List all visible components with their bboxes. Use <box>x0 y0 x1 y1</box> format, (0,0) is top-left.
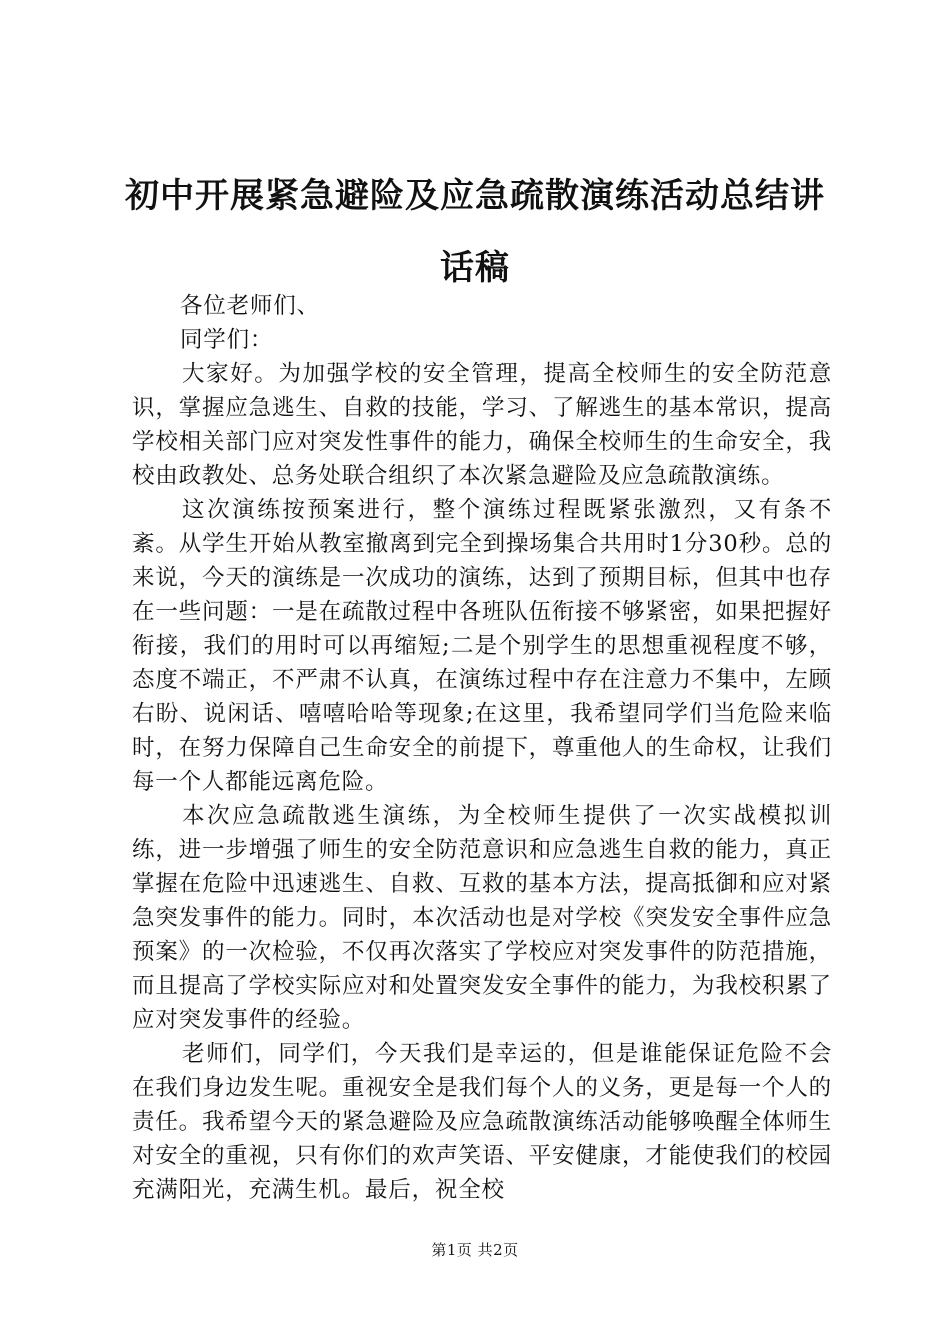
salutation-line <box>132 323 832 357</box>
paragraph-drill-review: 这次演练按预案进行，整个演练过程既紧张激烈，又有条不紊。从学生开始从教室撤离到完全到操场集合共用时1分30秒。总的来说，今天的演练是一次成功的演练，达到了预期目标，但其中也存在一些问题：一是在疏散过程中各班队伍衔接不够紧密，如果把握好衔接，我们的用时可以再缩短;二是个别学生的思想重视程度不够，态度不端正，不严肃不认真，在演练过程中存在注意力不集中，左顾右盼、说闲话、嘻嘻哈哈等现象;在这里，我希望同学们当危险来临时，在努力保障自己生命安全的前提下，尊重他人的生命权，让我们每一个人都能远离危险。 <box>132 497 832 795</box>
salutation-students: 同学们： <box>180 327 274 353</box>
page-number-footer: 第1页 共2页 <box>431 1241 519 1259</box>
document-title: 初中开展紧急避险及应急疏散演练活动总结讲话稿 <box>125 176 825 288</box>
paragraph-closing: 老师们，同学们，今天我们是幸运的，但是谁能保证危险不会在我们身边发生呢。重视安全是我们每个人的义务，更是每一个人的责任。我希望今天的紧急避险及应急疏散演练活动能够唤醒全体师生对安全的重视，只有你们的欢声笑语、平安健康，才能使我们的校园充满阳光，充满生机。最后，祝全校 <box>132 1041 832 1203</box>
paragraph-greeting: 大家好。为加强学校的安全管理，提高全校师生的安全防范意识，掌握应急逃生、自救的技能，学习、了解逃生的基本常识，提高学校相关部门应对突发性事件的能力，确保全校师生的生命安全，我校由政教处、总务处联合组织了本次紧急避险及应急疏散演练。 <box>132 361 832 489</box>
paragraph-drill-significance: 本次应急疏散逃生演练，为全校师生提供了一次实战模拟训练，进一步增强了师生的安全防范意识和应急逃生自救的能力，真正掌握在危险中迅速逃生、自救、互救的基本方法，提高抵御和应对紧急突发事件的能力。同时，本次活动也是对学校《突发安全事件应急预案》的一次检验，不仅再次落实了学校应对突发事件的防范措施，而且提高了学校实际应对和处置突发安全事件的能力，为我校积累了应对突发事件的经验。 <box>132 803 832 1033</box>
salutation-line <box>132 289 832 323</box>
salutation-teachers: 各位老师们、 <box>180 293 320 319</box>
document-body <box>132 289 832 1207</box>
